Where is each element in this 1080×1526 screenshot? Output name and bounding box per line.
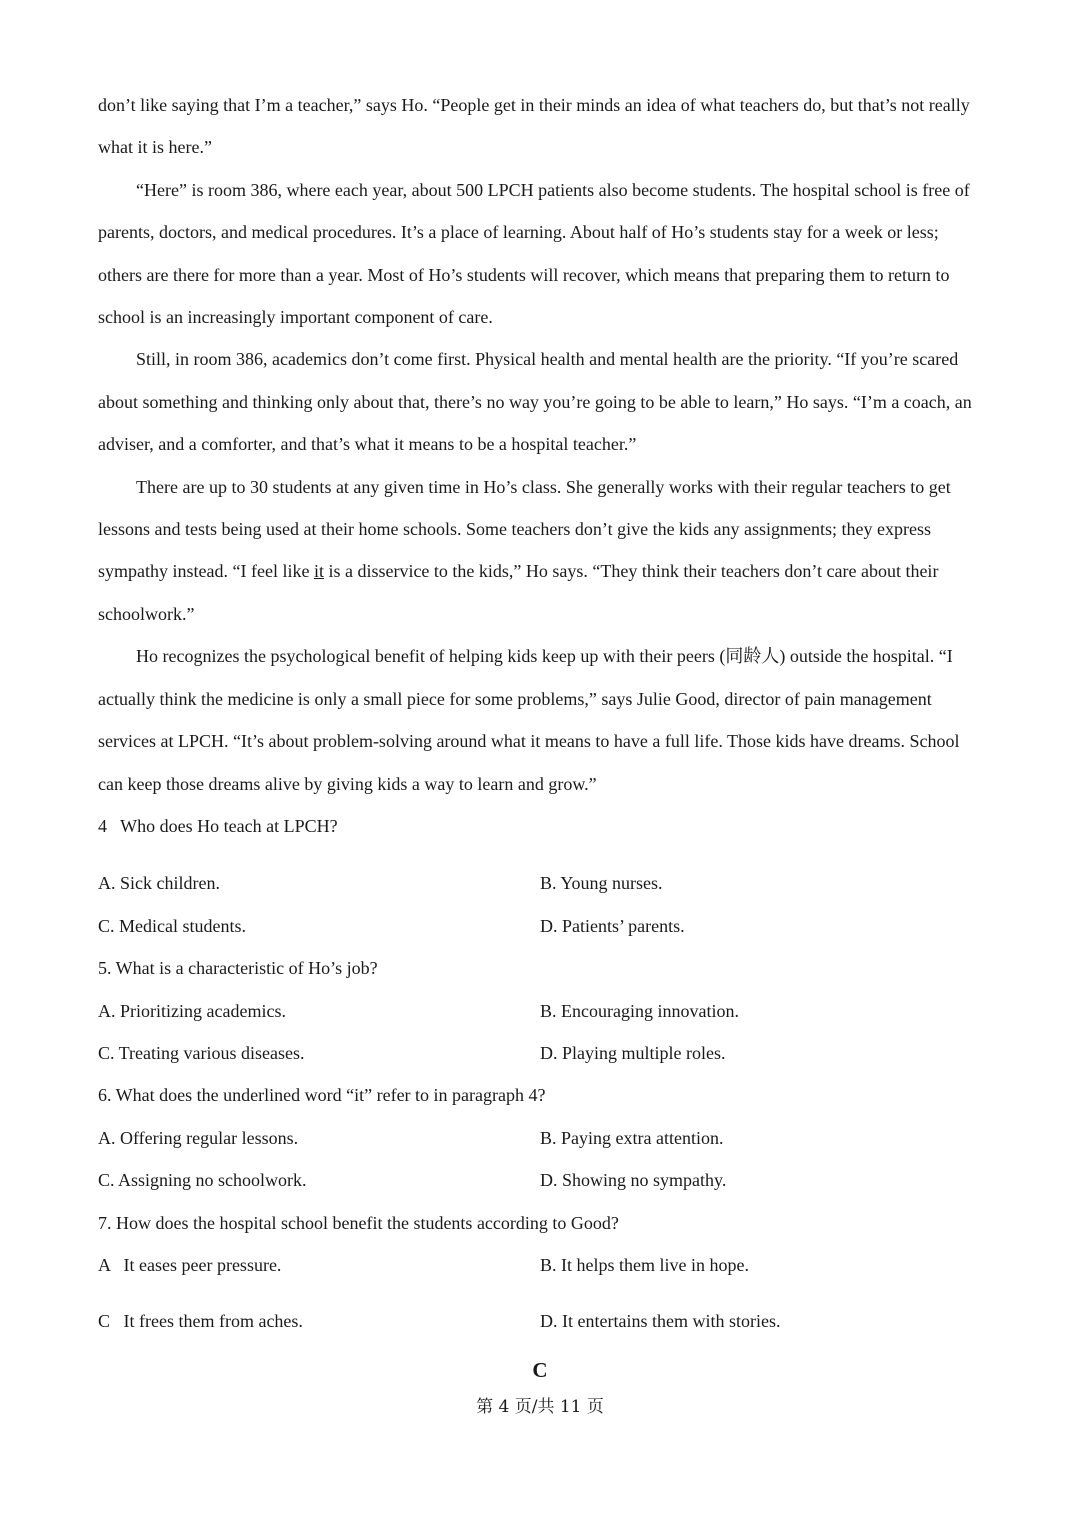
question-7-option-d: D. It entertains them with stories.: [540, 1311, 781, 1332]
question-7-option-b: B. It helps them live in hope.: [540, 1254, 749, 1275]
question-4-option-b: B. Young nurses.: [540, 873, 663, 894]
passage-paragraph-1: don’t like saying that I’m a teacher,” says Ho. “People get in their minds an idea of what teachers do, but that’s not really what it is here.”: [98, 95, 970, 158]
question-6-option-b: B. Paying extra attention.: [540, 1127, 724, 1148]
question-7-option-c: C It frees them from aches.: [98, 1311, 303, 1332]
question-5-stem: 5. What is a characteristic of Ho’s job?: [98, 958, 378, 979]
passage-paragraph-3: Still, in room 386, academics don’t come first. Physical health and mental health are the priority. “If you’re scared about something and thinking only about that, there’s no way you’re going to be able to learn,” Ho says. “I’m a coach, an adviser, and a comforter, and that’s what it means to be a hospital teacher.”: [98, 349, 972, 455]
passage-paragraph-2: “Here” is room 386, where each year, about 500 LPCH patients also become students. The hospital school is free of parents, doctors, and medical procedures. It’s a place of learning. About half of Ho’s students stay for a week or less; others are there for more than a year. Most of Ho’s students will recover, which means that preparing them to return to school is an increasingly important component of care.: [98, 179, 970, 328]
question-5-option-b: B. Encouraging innovation.: [540, 1000, 739, 1021]
document-page: [98, 84, 983, 1343]
question-5-option-a: A. Prioritizing academics.: [98, 1000, 286, 1021]
paragraph-4-text-before: There are up to 30 students at any given time in Ho’s class. She generally works with their regular teachers to get lessons and tests being used at their home schools. Some teachers don’t give the kids any assignments; they express sympathy instead. “I feel like: [98, 476, 951, 582]
passage-paragraph-4: [98, 466, 983, 636]
underlined-word-it: it: [313, 561, 324, 582]
page-number-footer: 第 4 页/共 11 页: [476, 1397, 604, 1417]
question-7-option-a: A It eases peer pressure.: [98, 1254, 282, 1275]
question-6-stem: 6. What does the underlined word “it” refer to in paragraph 4?: [98, 1085, 546, 1106]
question-5-option-d: D. Playing multiple roles.: [540, 1042, 726, 1063]
question-7-options: [98, 1244, 983, 1343]
question-4-options: [98, 862, 983, 947]
question-4-stem: 4 Who does Ho teach at LPCH?: [98, 815, 338, 836]
question-6-option-c: C. Assigning no schoolwork.: [98, 1170, 307, 1191]
question-6-option-d: D. Showing no sympathy.: [540, 1170, 727, 1191]
question-4-option-c: C. Medical students.: [98, 915, 246, 936]
question-5-options: [98, 990, 983, 1075]
question-6-option-a: A. Offering regular lessons.: [98, 1127, 299, 1148]
question-4-option-d: D. Patients’ parents.: [540, 915, 685, 936]
question-5-option-c: C. Treating various diseases.: [98, 1042, 305, 1063]
question-6-options: [98, 1117, 983, 1202]
question-7-stem: 7. How does the hospital school benefit the students according to Good?: [98, 1212, 619, 1233]
passage-paragraph-5: Ho recognizes the psychological benefit of helping kids keep up with their peers (同龄人) outside the hospital. “I actually think the medicine is only a small piece for some problems,” says Julie Good, director of pain management services at LPCH. “It’s about problem-solving around what it means to have a full life. Those kids have dreams. School can keep those dreams alive by giving kids a way to learn and grow.”: [98, 646, 960, 794]
paragraph-4-text-after: is a disservice to the kids,” Ho says. “They think their teachers don’t care about their schoolwork.”: [98, 561, 939, 624]
question-4-option-a: A. Sick children.: [98, 873, 220, 894]
section-heading: C: [532, 1358, 548, 1382]
